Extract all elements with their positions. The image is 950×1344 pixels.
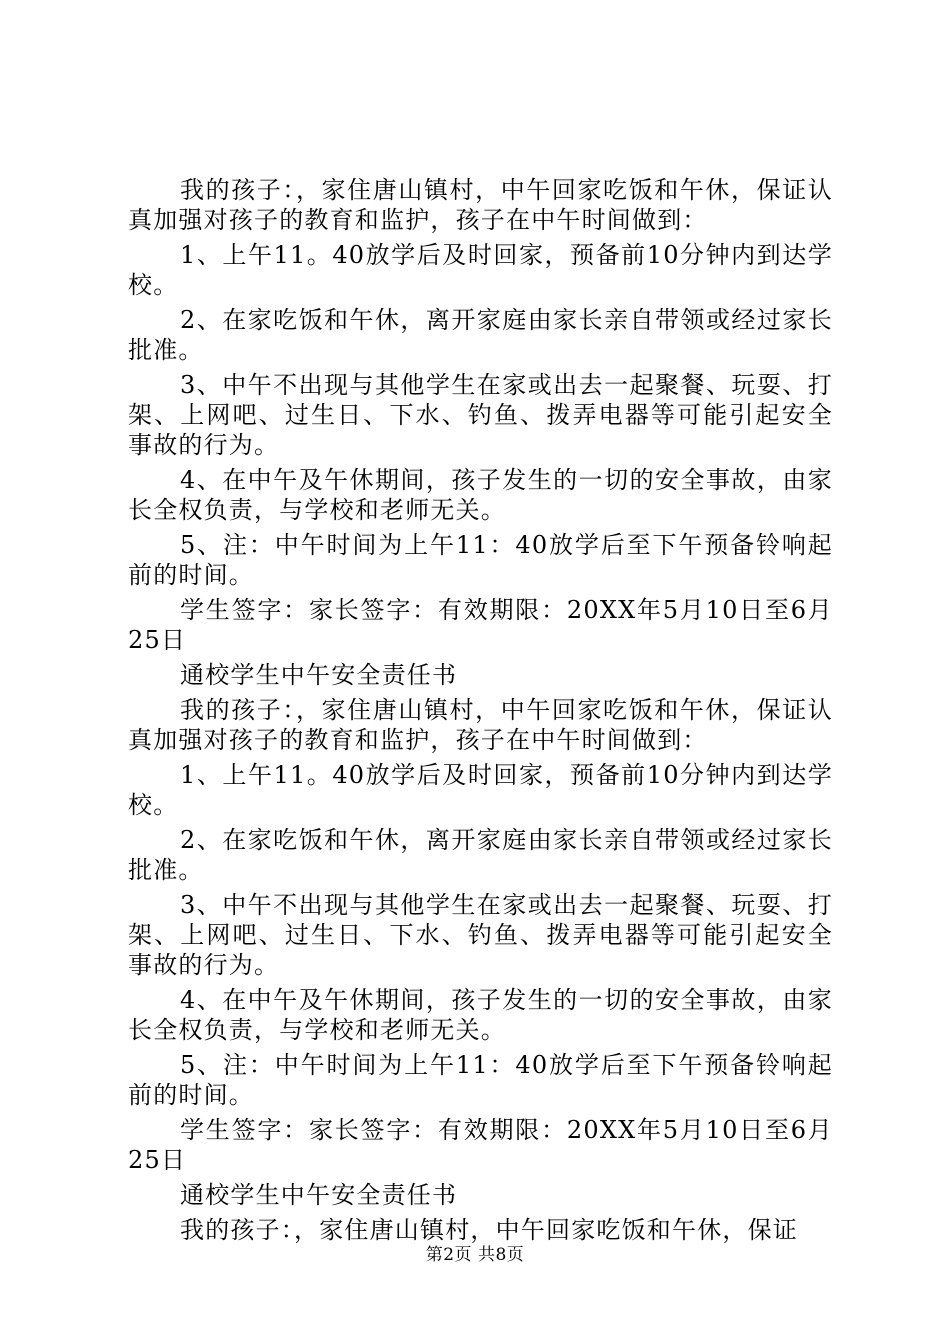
list-item: 4、在中午及午休期间，孩子发生的一切的安全事故，由家长全权负责，与学校和老师无关。	[128, 466, 833, 524]
list-item: 4、在中午及午休期间，孩子发生的一切的安全事故，由家长全权负责，与学校和老师无关。	[128, 986, 833, 1044]
list-item: 3、中午不出现与其他学生在家或出去一起聚餐、玩耍、打架、上网吧、过生日、下水、钓鱼、拨弄电器等可能引起安全事故的行为。	[128, 891, 833, 979]
list-item: 5、注：中午时间为上午11：40放学后至下午预备铃响起前的时间。	[128, 531, 833, 589]
list-item: 3、中午不出现与其他学生在家或出去一起聚餐、玩耍、打架、上网吧、过生日、下水、钓鱼、拨弄电器等可能引起安全事故的行为。	[128, 371, 833, 459]
list-item: 2、在家吃饭和午休，离开家庭由家长亲自带领或经过家长批准。	[128, 306, 833, 364]
page-number-footer: 第2页 共8页	[425, 1245, 525, 1265]
signature-line: 学生签字：家长签字：有效期限：20XX年5月10日至6月25日	[128, 1116, 833, 1174]
list-item: 1、上午11。40放学后及时回家，预备前10分钟内到达学校。	[128, 241, 833, 299]
paragraph-intro: 我的孩子：，家住唐山镇村，中午回家吃饭和午休，保证认真加强对孩子的教育和监护，孩子在中午时间做到：	[128, 176, 833, 234]
section-title: 通校学生中午安全责任书	[180, 1181, 458, 1209]
paragraph-intro: 我的孩子：，家住唐山镇村，中午回家吃饭和午休，保证认真加强对孩子的教育和监护，孩子在中午时间做到：	[128, 696, 833, 754]
paragraph-intro: 我的孩子：，家住唐山镇村，中午回家吃饭和午休，保证	[180, 1216, 798, 1244]
section-title: 通校学生中午安全责任书	[180, 661, 458, 689]
list-item: 2、在家吃饭和午休，离开家庭由家长亲自带领或经过家长批准。	[128, 826, 833, 884]
list-item: 5、注：中午时间为上午11：40放学后至下午预备铃响起前的时间。	[128, 1051, 833, 1109]
signature-line: 学生签字：家长签字：有效期限：20XX年5月10日至6月25日	[128, 596, 833, 654]
document-body	[128, 175, 833, 1250]
list-item: 1、上午11。40放学后及时回家，预备前10分钟内到达学校。	[128, 761, 833, 819]
